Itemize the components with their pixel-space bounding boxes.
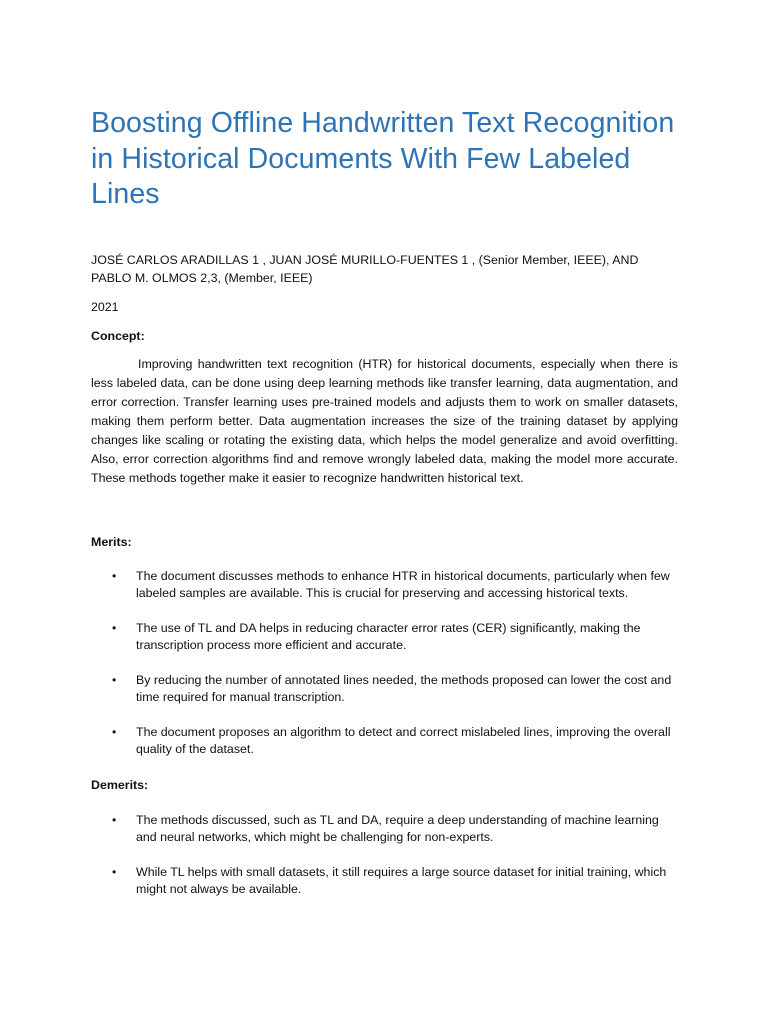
demerits-list [91, 812, 678, 899]
merit-text: The use of TL and DA helps in reducing character error rates (CER) significantly, making the transcription process more efficient and accurate. [136, 620, 641, 652]
demerits-heading: Demerits: [91, 777, 149, 792]
merits-heading: Merits: [91, 534, 132, 549]
publication-year: 2021 [91, 299, 119, 314]
bullet-icon: • [112, 864, 117, 879]
merit-text: By reducing the number of annotated lines needed, the methods proposed can lower the cost and time required for manual transcription. [136, 672, 672, 704]
bullet-icon: • [112, 724, 117, 739]
bullet-icon: • [112, 568, 117, 583]
merit-text: The document discusses methods to enhance HTR in historical documents, particularly when few labeled samples are available. This is crucial for preserving and accessing historical texts. [136, 568, 670, 600]
authors-line: JOSÉ CARLOS ARADILLAS 1 , JUAN JOSÉ MURILLO-FUENTES 1 , (Senior Member, IEEE), AND PABLO M. OLMOS 2,3, (Member, IEEE) [91, 252, 639, 285]
bullet-icon: • [112, 620, 117, 635]
merits-list [91, 568, 678, 759]
merit-text: The document proposes an algorithm to detect and correct mislabeled lines, improving the overall quality of the dataset. [136, 724, 671, 756]
bullet-icon: • [112, 672, 117, 687]
bullet-icon: • [112, 812, 117, 827]
demerit-text: The methods discussed, such as TL and DA, require a deep understanding of machine learning and neural networks, which might be challenging for non-experts. [136, 812, 659, 844]
concept-paragraph: Improving handwritten text recognition (HTR) for historical documents, especially when there is less labeled data, can be done using deep learning methods like transfer learning, data augmentation, and error correction. Transfer learning uses pre-trained models and adjusts them to work on smaller datasets, making them perform better. Data augmentation increases the size of the training dataset by applying changes like scaling or rotating the existing data, which helps the model generalize and avoid overfitting. Also, error correction algorithms find and remove wrongly labeled data, making the model more accurate. These methods together make it easier to recognize handwritten historical text. [91, 356, 678, 485]
merit-item [91, 568, 678, 603]
demerit-item [91, 812, 678, 847]
demerit-item [91, 864, 678, 899]
document-title: Boosting Offline Handwritten Text Recognition in Historical Documents With Few Labeled Lines [91, 107, 675, 210]
merit-item [91, 672, 678, 707]
demerit-text: While TL helps with small datasets, it still requires a large source dataset for initial training, which might not always be available. [136, 864, 667, 896]
merit-item [91, 620, 678, 655]
concept-heading: Concept: [91, 328, 145, 343]
merit-item [91, 724, 678, 759]
